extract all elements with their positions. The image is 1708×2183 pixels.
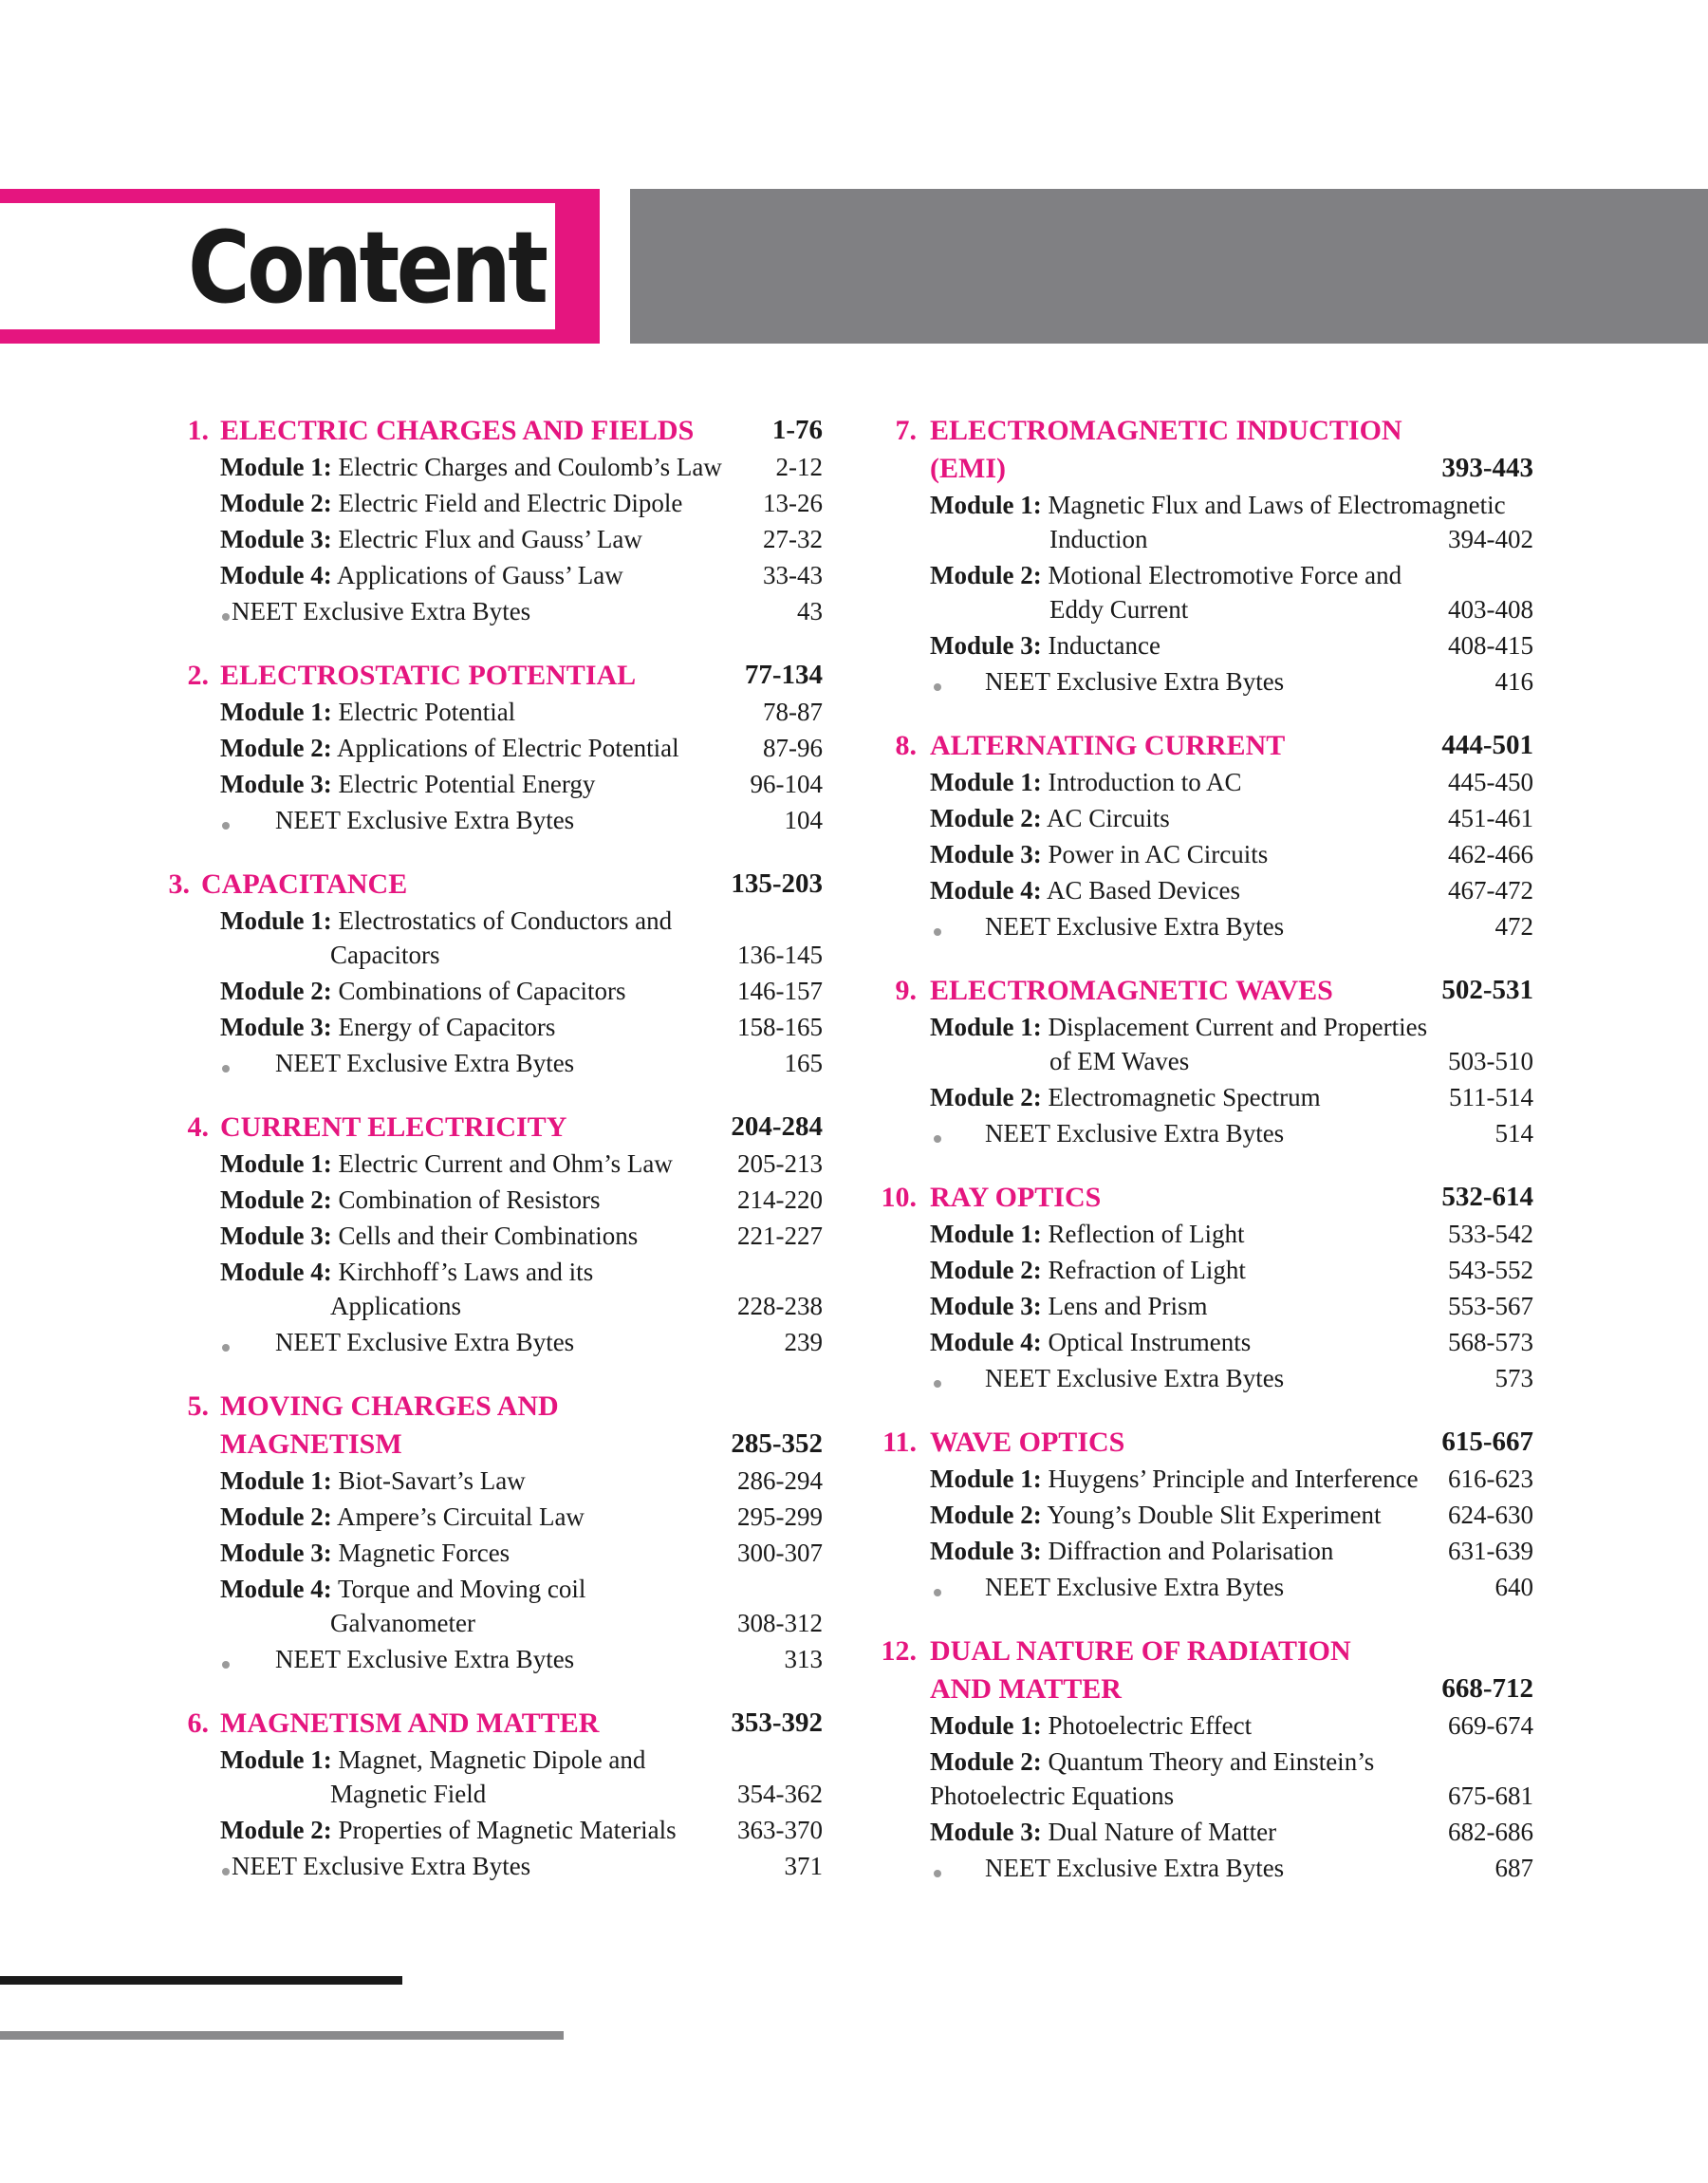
chapter-title: MAGNETISM AND MATTER — [220, 1707, 600, 1739]
module-pages: 462-466 — [1448, 840, 1533, 868]
module-title: Electric Field and Electric Dipole — [338, 489, 683, 517]
module-label: Module 2: — [930, 1256, 1042, 1284]
module-title-continued: of EM Waves — [1049, 1047, 1190, 1075]
module-label: Module 2: — [220, 1502, 332, 1531]
chapter-number: 10. — [881, 1182, 917, 1213]
module-pages: 308-312 — [737, 1609, 823, 1637]
module-entry — [930, 1747, 1374, 1777]
module-pages: 445-450 — [1448, 768, 1533, 796]
module-title: Diffraction and Polarisation — [1048, 1537, 1334, 1565]
module-title: Electric Potential Energy — [338, 770, 596, 798]
module-pages: 286-294 — [737, 1466, 823, 1495]
module-entry — [220, 561, 623, 590]
bullet-item-pages: 104 — [784, 806, 823, 834]
module-label: Module 1: — [220, 906, 332, 935]
module-title: Photoelectric Effect — [1048, 1711, 1253, 1740]
bullet-icon — [222, 613, 230, 621]
bullet-item-label: NEET Exclusive Extra Bytes — [985, 667, 1285, 696]
module-title: Applications of Gauss’ Law — [337, 561, 623, 589]
chapter-pages: 204-284 — [731, 1111, 823, 1142]
module-pages: 631-639 — [1448, 1537, 1533, 1565]
module-entry — [930, 1537, 1333, 1566]
chapter-title: RAY OPTICS — [930, 1182, 1102, 1213]
module-label: Module 3: — [220, 1013, 332, 1041]
footer-rule-gray — [0, 2031, 564, 2040]
module-title: Power in AC Circuits — [1048, 840, 1269, 868]
module-entry — [220, 1013, 555, 1042]
module-pages: 403-408 — [1448, 595, 1533, 624]
module-pages: 136-145 — [737, 941, 823, 969]
chapter-number: 2. — [187, 660, 209, 691]
bullet-item-pages: 472 — [1494, 912, 1533, 941]
header-gray-band — [630, 189, 1708, 344]
module-pages: 27-32 — [763, 525, 823, 553]
module-title: Combination of Resistors — [338, 1185, 601, 1214]
module-entry — [220, 1149, 673, 1179]
module-title: Cells and their Combinations — [338, 1222, 639, 1250]
module-pages: 221-227 — [737, 1222, 823, 1250]
bullet-item-pages: 371 — [784, 1852, 823, 1880]
module-pages: 205-213 — [737, 1149, 823, 1178]
bullet-icon — [934, 1135, 941, 1143]
chapter-pages: 353-392 — [731, 1707, 823, 1738]
module-title: Electric Potential — [338, 698, 516, 726]
module-entry — [930, 1292, 1208, 1321]
module-pages: 616-623 — [1448, 1465, 1533, 1493]
module-title-continued: Galvanometer — [330, 1609, 475, 1637]
module-entry — [220, 977, 625, 1006]
module-entry — [930, 804, 1170, 833]
bullet-item-pages: 640 — [1494, 1573, 1533, 1601]
module-pages: 503-510 — [1448, 1047, 1533, 1075]
module-pages: 87-96 — [763, 734, 823, 762]
module-title: Electrostatics of Conductors and — [338, 906, 673, 935]
module-pages: 2-12 — [775, 453, 823, 481]
module-title-continued: Applications — [330, 1292, 461, 1320]
chapter-number: 12. — [881, 1635, 917, 1667]
bullet-item-label: NEET Exclusive Extra Bytes — [275, 1645, 575, 1673]
module-label: Module 1: — [220, 453, 332, 481]
module-label: Module 3: — [930, 1818, 1042, 1846]
bullet-item-label: NEET Exclusive Extra Bytes — [985, 1364, 1285, 1392]
module-title: Electric Current and Ohm’s Law — [338, 1149, 673, 1178]
bullet-icon — [934, 928, 941, 936]
chapter-title: ELECTROSTATIC POTENTIAL — [220, 660, 637, 691]
module-pages: 354-362 — [737, 1780, 823, 1808]
module-entry — [930, 1501, 1382, 1530]
module-pages: 33-43 — [763, 561, 823, 589]
chapter-title: ELECTROMAGNETIC WAVES — [930, 975, 1333, 1006]
module-title: Magnetic Flux and Laws of Electromagnetic — [1048, 491, 1506, 519]
module-title: Applications of Electric Potential — [337, 734, 679, 762]
chapter-pages: 444-501 — [1441, 730, 1533, 760]
module-label: Module 1: — [930, 768, 1042, 796]
bullet-item-label: NEET Exclusive Extra Bytes — [232, 1852, 531, 1880]
module-label: Module 2: — [930, 1747, 1042, 1776]
bullet-item-label: NEET Exclusive Extra Bytes — [275, 1049, 575, 1077]
chapter-title: DUAL NATURE OF RADIATION — [930, 1635, 1351, 1667]
bullet-icon — [222, 1661, 230, 1669]
module-label: Module 2: — [930, 1501, 1042, 1529]
module-title-continued: Eddy Current — [1049, 595, 1189, 624]
module-title: Optical Instruments — [1048, 1328, 1252, 1356]
module-pages: 146-157 — [737, 977, 823, 1005]
module-entry — [220, 1185, 601, 1215]
module-pages: 300-307 — [737, 1539, 823, 1567]
header-title-box — [0, 203, 555, 329]
module-title-continued: Photoelectric Equations — [930, 1782, 1175, 1810]
module-label: Module 2: — [930, 804, 1042, 832]
module-label: Module 4: — [930, 1328, 1042, 1356]
header-accent-band — [0, 189, 600, 344]
module-pages: 214-220 — [737, 1185, 823, 1214]
chapter-title: (EMI) — [930, 453, 1006, 484]
chapter-pages: 615-667 — [1441, 1427, 1533, 1457]
module-label: Module 2: — [220, 1816, 332, 1844]
chapter-number: 5. — [187, 1390, 209, 1422]
bullet-item-label: NEET Exclusive Extra Bytes — [985, 1854, 1285, 1882]
module-pages: 394-402 — [1448, 525, 1533, 553]
module-label: Module 3: — [930, 840, 1042, 868]
bullet-icon — [222, 1868, 230, 1875]
module-entry — [220, 1539, 510, 1568]
module-title: Inductance — [1048, 631, 1160, 660]
module-label: Module 4: — [220, 1575, 332, 1603]
bullet-icon — [222, 822, 230, 830]
module-label: Module 3: — [930, 1537, 1042, 1565]
chapter-pages: 1-76 — [771, 415, 823, 445]
chapter-pages: 502-531 — [1441, 975, 1533, 1005]
module-label: Module 1: — [930, 1465, 1042, 1493]
chapter-pages: 393-443 — [1441, 453, 1533, 483]
module-pages: 13-26 — [763, 489, 823, 517]
module-label: Module 3: — [220, 1539, 332, 1567]
module-title: Dual Nature of Matter — [1048, 1818, 1277, 1846]
chapter-number: 1. — [187, 415, 209, 446]
chapter-title: ELECTRIC CHARGES AND FIELDS — [220, 415, 695, 446]
module-entry — [930, 1465, 1419, 1494]
chapter-title: ALTERNATING CURRENT — [930, 730, 1286, 761]
bullet-item-pages: 239 — [784, 1328, 823, 1356]
module-label: Module 3: — [930, 1292, 1042, 1320]
module-label: Module 2: — [930, 561, 1042, 589]
module-pages: 467-472 — [1448, 876, 1533, 905]
bullet-item-pages: 687 — [1494, 1854, 1533, 1882]
module-title: Properties of Magnetic Materials — [338, 1816, 677, 1844]
bullet-icon — [934, 1870, 941, 1877]
chapter-title: AND MATTER — [930, 1673, 1122, 1705]
chapter-title: ELECTROMAGNETIC INDUCTION — [930, 415, 1402, 446]
bullet-item-pages: 165 — [784, 1049, 823, 1077]
module-entry — [930, 1328, 1251, 1357]
module-label: Module 4: — [930, 876, 1042, 905]
module-label: Module 1: — [220, 698, 332, 726]
module-entry — [220, 906, 672, 936]
module-pages: 363-370 — [737, 1816, 823, 1844]
module-entry — [220, 489, 682, 518]
chapter-number: 8. — [895, 730, 917, 761]
module-entry — [220, 1575, 585, 1604]
module-title: Magnetic Forces — [338, 1539, 511, 1567]
module-entry — [220, 1502, 585, 1532]
chapter-pages: 532-614 — [1441, 1182, 1533, 1212]
footer-rule-dark — [0, 1976, 402, 1985]
module-title: Lens and Prism — [1048, 1292, 1208, 1320]
module-title: Ampere’s Circuital Law — [337, 1502, 585, 1531]
bullet-item-pages: 514 — [1494, 1119, 1533, 1147]
bullet-item-label: NEET Exclusive Extra Bytes — [985, 1119, 1285, 1147]
module-entry — [220, 734, 679, 763]
chapter-title: CAPACITANCE — [201, 868, 408, 900]
module-entry — [930, 1083, 1321, 1112]
module-title-continued: Magnetic Field — [330, 1780, 487, 1808]
module-label: Module 4: — [220, 561, 332, 589]
module-pages: 158-165 — [737, 1013, 823, 1041]
module-label: Module 2: — [220, 1185, 332, 1214]
bullet-item-pages: 573 — [1494, 1364, 1533, 1392]
module-title: Young’s Double Slit Experiment — [1047, 1501, 1382, 1529]
module-pages: 451-461 — [1448, 804, 1533, 832]
module-pages: 624-630 — [1448, 1501, 1533, 1529]
module-pages: 295-299 — [737, 1502, 823, 1531]
module-label: Module 2: — [930, 1083, 1042, 1111]
chapter-title: MAGNETISM — [220, 1428, 402, 1460]
chapter-number: 3. — [168, 868, 190, 900]
chapter-pages: 77-134 — [744, 660, 823, 690]
module-label: Module 1: — [930, 1220, 1042, 1248]
module-label: Module 1: — [220, 1149, 332, 1178]
chapter-number: 6. — [187, 1707, 209, 1739]
module-pages: 78-87 — [763, 698, 823, 726]
module-title: Huygens’ Principle and Interference — [1048, 1465, 1419, 1493]
chapter-number: 11. — [882, 1427, 917, 1458]
module-entry — [930, 491, 1506, 520]
chapter-number: 7. — [895, 415, 917, 446]
module-entry — [930, 1220, 1244, 1249]
module-title: Biot-Savart’s Law — [338, 1466, 526, 1495]
module-pages: 408-415 — [1448, 631, 1533, 660]
module-title: Reflection of Light — [1048, 1220, 1245, 1248]
module-pages: 675-681 — [1448, 1782, 1533, 1810]
module-title: Introduction to AC — [1048, 768, 1242, 796]
module-entry — [930, 1013, 1427, 1042]
module-entry — [220, 1816, 677, 1845]
chapter-pages: 135-203 — [731, 868, 823, 899]
chapter-number: 4. — [187, 1111, 209, 1143]
module-label: Module 2: — [220, 977, 332, 1005]
module-label: Module 3: — [220, 525, 332, 553]
bullet-item-pages: 313 — [784, 1645, 823, 1673]
module-title: Magnet, Magnetic Dipole and — [338, 1745, 646, 1774]
bullet-icon — [934, 1380, 941, 1388]
module-label: Module 4: — [220, 1258, 332, 1286]
module-pages: 553-567 — [1448, 1292, 1533, 1320]
module-entry — [930, 876, 1240, 905]
bullet-item-label: NEET Exclusive Extra Bytes — [232, 597, 531, 625]
module-label: Module 2: — [220, 489, 332, 517]
module-entry — [930, 561, 1402, 590]
chapter-title: MOVING CHARGES AND — [220, 1390, 559, 1422]
chapter-pages: 285-352 — [731, 1428, 823, 1459]
module-title: Electromagnetic Spectrum — [1048, 1083, 1321, 1111]
bullet-item-label: NEET Exclusive Extra Bytes — [985, 1573, 1285, 1601]
chapter-title: WAVE OPTICS — [930, 1427, 1125, 1458]
module-title: AC Circuits — [1047, 804, 1170, 832]
module-pages: 568-573 — [1448, 1328, 1533, 1356]
module-entry — [930, 1818, 1276, 1847]
module-entry — [220, 453, 722, 482]
module-title: Displacement Current and Properties — [1048, 1013, 1428, 1041]
module-entry — [930, 1711, 1252, 1741]
module-pages: 543-552 — [1448, 1256, 1533, 1284]
module-pages: 682-686 — [1448, 1818, 1533, 1846]
module-title: Torque and Moving coil — [338, 1575, 586, 1603]
module-entry — [220, 770, 595, 799]
module-title: Energy of Capacitors — [338, 1013, 556, 1041]
module-pages: 533-542 — [1448, 1220, 1533, 1248]
module-label: Module 3: — [930, 631, 1042, 660]
chapter-title: CURRENT ELECTRICITY — [220, 1111, 567, 1143]
module-title-continued: Induction — [1049, 525, 1148, 553]
module-title: Electric Charges and Coulomb’s Law — [338, 453, 722, 481]
module-label: Module 3: — [220, 770, 332, 798]
module-entry — [220, 1466, 526, 1496]
bullet-item-label: NEET Exclusive Extra Bytes — [275, 1328, 575, 1356]
module-label: Module 1: — [220, 1466, 332, 1495]
module-entry — [220, 1258, 593, 1287]
module-entry — [220, 1745, 645, 1775]
bullet-icon — [934, 683, 941, 691]
chapter-pages: 668-712 — [1441, 1673, 1533, 1704]
module-entry — [220, 698, 515, 727]
module-pages: 511-514 — [1449, 1083, 1533, 1111]
module-title: Electric Flux and Gauss’ Law — [338, 525, 642, 553]
module-label: Module 3: — [220, 1222, 332, 1250]
bullet-item-pages: 43 — [797, 597, 823, 625]
module-label: Module 1: — [930, 1013, 1042, 1041]
module-entry — [930, 840, 1268, 869]
module-entry — [930, 1256, 1246, 1285]
module-pages: 669-674 — [1448, 1711, 1533, 1740]
module-label: Module 1: — [930, 491, 1042, 519]
module-title-continued: Capacitors — [330, 941, 440, 969]
module-title: AC Based Devices — [1047, 876, 1240, 905]
bullet-item-pages: 416 — [1494, 667, 1533, 696]
module-title: Kirchhoff’s Laws and its — [338, 1258, 594, 1286]
module-entry — [220, 525, 642, 554]
module-title: Motional Electromotive Force and — [1048, 561, 1402, 589]
module-label: Module 1: — [930, 1711, 1042, 1740]
module-pages: 96-104 — [750, 770, 823, 798]
module-entry — [930, 768, 1242, 797]
module-title: Quantum Theory and Einstein’s — [1048, 1747, 1375, 1776]
module-label: Module 1: — [220, 1745, 332, 1774]
bullet-item-label: NEET Exclusive Extra Bytes — [985, 912, 1285, 941]
chapter-number: 9. — [895, 975, 917, 1006]
module-entry — [220, 1222, 638, 1251]
module-title: Combinations of Capacitors — [338, 977, 626, 1005]
bullet-icon — [222, 1344, 230, 1352]
page-title: Content — [188, 210, 546, 326]
module-title: Refraction of Light — [1048, 1256, 1246, 1284]
bullet-icon — [934, 1589, 941, 1596]
module-entry — [930, 631, 1160, 661]
module-pages: 228-238 — [737, 1292, 823, 1320]
bullet-item-label: NEET Exclusive Extra Bytes — [275, 806, 575, 834]
module-label: Module 2: — [220, 734, 332, 762]
bullet-icon — [222, 1065, 230, 1073]
